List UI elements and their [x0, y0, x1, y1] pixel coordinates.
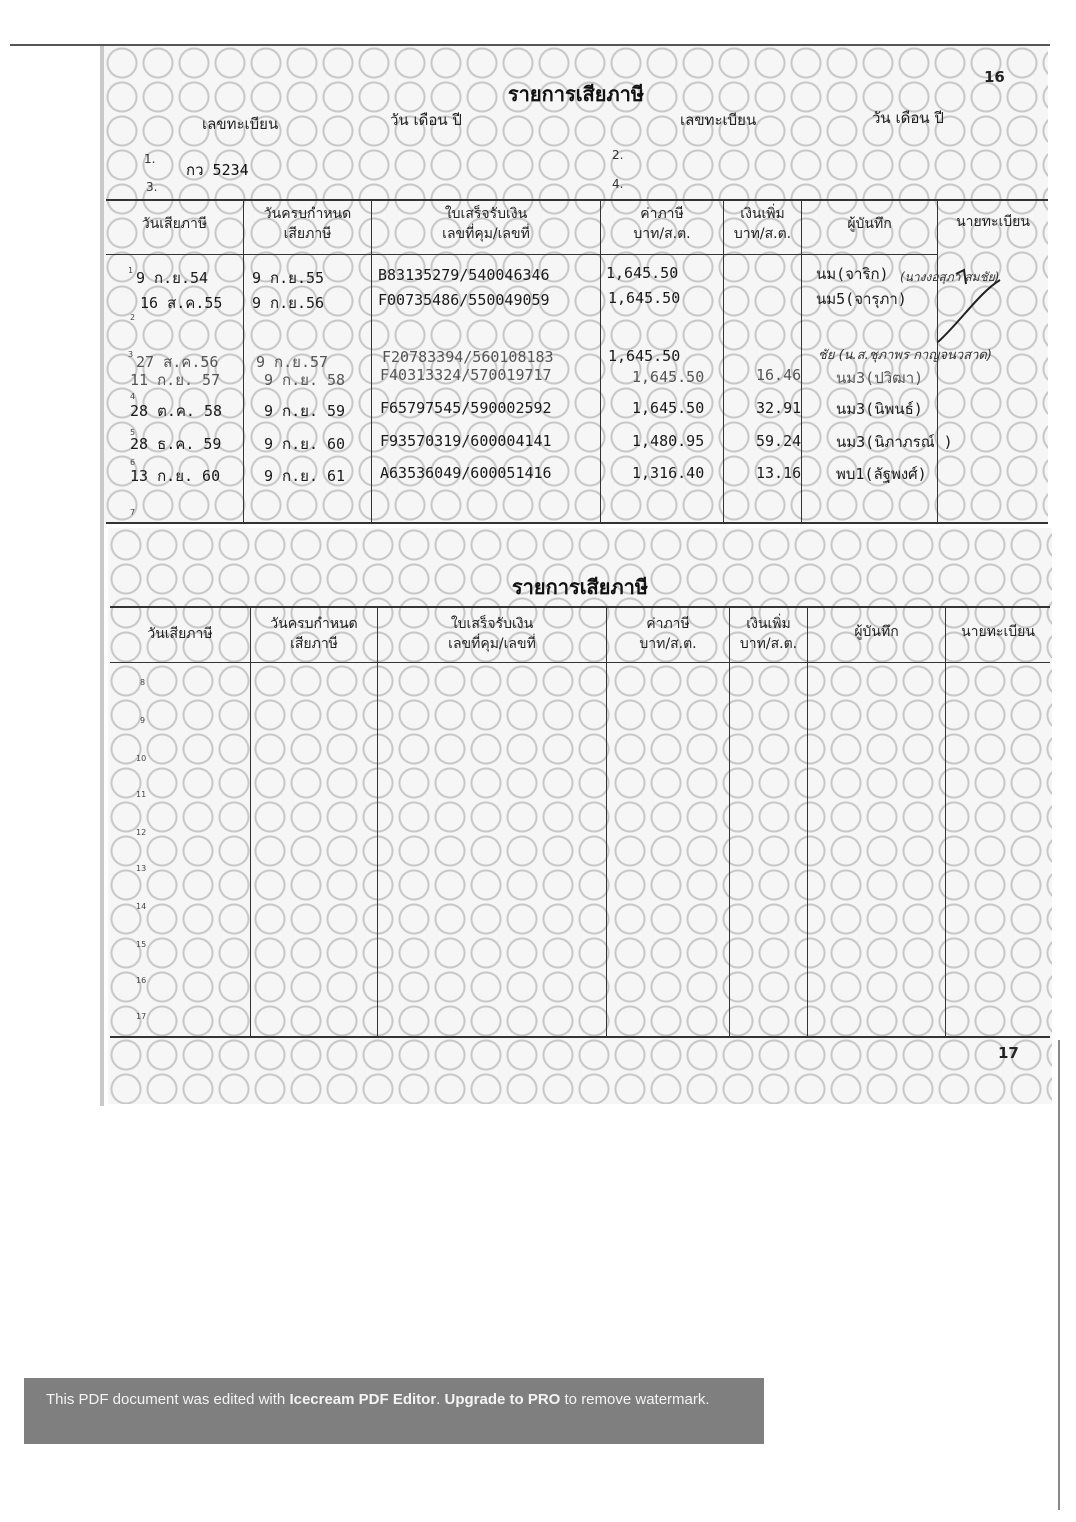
- cell-due-date: 9 ก.ย.57: [256, 353, 329, 371]
- cell-recorder: ชัย (น.ส.ชุภาพร กาญจนวสาด): [818, 348, 992, 363]
- table-rule: [110, 1036, 1050, 1038]
- watermark-text-part1: This PDF document was edited with: [46, 1391, 290, 1408]
- row-index: 17: [136, 1012, 147, 1021]
- cell-recorder: พบ1(ลัฐพงศ์): [836, 465, 927, 483]
- row-index: 7: [130, 508, 136, 517]
- cell-due-date: 9 ก.ย. 58: [264, 371, 346, 389]
- row-index: 5: [130, 428, 136, 437]
- cell-tax-date: 16 ส.ค.55: [140, 294, 223, 312]
- cell-tax-amount: 1,480.95: [632, 432, 705, 450]
- cell-tax-date: 27 ส.ค.56: [136, 353, 219, 371]
- column-divider: [723, 200, 724, 522]
- table-rule: [110, 606, 1050, 608]
- table-rule: [110, 662, 1050, 663]
- cell-due-date: 9 ก.ย.56: [252, 294, 325, 312]
- cell-surcharge: 59.24: [756, 432, 802, 450]
- row-index: 8: [140, 678, 146, 687]
- page-title-bottom: รายการเสียภาษี: [511, 575, 649, 599]
- cell-tax-amount: 1,645.50: [632, 399, 705, 417]
- cell-due-date: 9 ก.ย. 61: [264, 467, 346, 485]
- header-surcharge: [724, 204, 801, 244]
- header-receipt-line2: เลขที่คุม/เลขที่: [442, 226, 530, 242]
- row-index: 10: [136, 754, 147, 763]
- header-registrar: นายทะเบียน: [956, 214, 1030, 230]
- header-receipt-line1: ใบเสร็จรับเงิน: [444, 206, 528, 222]
- header-surcharge: [730, 614, 807, 654]
- cell-surcharge: 32.91: [756, 399, 802, 417]
- row-index: 16: [136, 976, 147, 985]
- cell-due-date: 9 ก.ย. 60: [264, 435, 346, 453]
- header-due-date-line2: เสียภาษี: [290, 636, 338, 652]
- table-rule: [106, 254, 938, 255]
- watermark-upgrade-link[interactable]: Upgrade to PRO: [444, 1391, 561, 1408]
- registration-date-label: วัน เดือน ปี: [390, 111, 462, 129]
- registration-plate-label: เลขทะเบียน: [202, 115, 279, 133]
- registration-plate-value: กว 5234: [186, 161, 249, 179]
- column-divider: [600, 200, 601, 522]
- page-title-top: รายการเสียภาษี: [507, 82, 645, 106]
- cell-receipt: F93570319/600004141: [380, 432, 552, 450]
- header-recorder: ผู้บันทึก: [854, 624, 899, 640]
- table-rule: [106, 199, 1048, 201]
- header-surcharge-line1: เงินเพิ่ม: [740, 206, 785, 222]
- cell-tax-amount: 1,645.50: [608, 289, 681, 307]
- row-index: 11: [136, 790, 147, 799]
- watermark-text-part2: .: [436, 1391, 445, 1408]
- row-index: 2: [130, 313, 136, 322]
- cell-recorder: นม3(นิภาภรณ์ ): [836, 433, 953, 451]
- page-number-17: 17: [998, 1044, 1019, 1062]
- row-index: 1: [128, 266, 134, 275]
- cell-tax-date: 11 ก.ย. 57: [130, 371, 221, 389]
- column-divider: [945, 607, 946, 1037]
- header-surcharge-line2: บาท/ส.ต.: [739, 636, 798, 652]
- cell-tax-date: 28 ต.ค. 58: [130, 402, 223, 420]
- header-due-date-line1: วันครบกำหนด: [270, 616, 358, 632]
- watermark-text-part3: to remove watermark.: [560, 1391, 710, 1408]
- header-tax-line2: บาท/ส.ต.: [633, 226, 691, 242]
- column-divider: [250, 607, 251, 1037]
- registration-slot-number: 4.: [612, 177, 624, 191]
- registration-slot-number: 1.: [144, 152, 156, 166]
- page-number-16: 16: [984, 68, 1005, 86]
- row-index: 14: [136, 902, 147, 911]
- table-rule: [106, 522, 1048, 524]
- watermark-brand[interactable]: Icecream PDF Editor: [289, 1391, 437, 1408]
- cell-due-date: 9 ก.ย. 59: [264, 402, 346, 420]
- row-index: 9: [140, 716, 146, 725]
- row-index: 3: [128, 350, 134, 359]
- handwritten-signature: (นางงอสุภา สมชัย): [900, 270, 1000, 284]
- registration-slot-number: 2.: [612, 148, 624, 162]
- cell-due-date: 9 ก.ย.55: [252, 269, 325, 287]
- cell-receipt: F65797545/590002592: [380, 399, 552, 417]
- column-divider: [807, 607, 808, 1037]
- header-tax-date: วันเสียภาษี: [147, 626, 213, 642]
- header-surcharge-line1: เงินเพิ่ม: [746, 616, 791, 632]
- cell-recorder: นม5(จารุภา): [816, 290, 907, 308]
- cell-receipt: F20783394/560108183: [382, 348, 554, 366]
- cell-surcharge: 13.16: [756, 464, 802, 482]
- scan-right-edge: [1058, 1040, 1060, 1510]
- header-receipt-line2: เลขที่คุม/เลขที่: [448, 636, 536, 652]
- editor-watermark-banner: [24, 1378, 764, 1444]
- cell-receipt: F40313324/570019717: [380, 366, 552, 384]
- cell-tax-amount: 1,645.50: [608, 347, 681, 365]
- header-receipt: [372, 204, 600, 244]
- cell-recorder: นม3(นิพนธ์): [836, 400, 923, 418]
- registration-plate-label: เลขทะเบียน: [680, 111, 757, 129]
- cell-tax-date: 9 ก.ย.54: [136, 269, 209, 287]
- registration-date-label: วัน เดือน ปี: [872, 109, 944, 127]
- cell-receipt: A63536049/600051416: [380, 464, 552, 482]
- row-index: 4: [130, 392, 136, 401]
- header-due-date-line1: วันครบกำหนด: [263, 206, 352, 222]
- header-surcharge-line2: บาท/ส.ต.: [733, 226, 792, 242]
- header-tax-line2: บาท/ส.ต.: [639, 636, 697, 652]
- cell-surcharge: 16.46: [756, 366, 802, 384]
- row-index: 12: [136, 828, 147, 837]
- header-receipt: [378, 614, 606, 654]
- column-divider: [377, 607, 378, 1037]
- cell-tax-amount: 1,316.40: [632, 464, 705, 482]
- row-index: 13: [136, 864, 147, 873]
- column-divider: [729, 607, 730, 1037]
- cell-recorder: นม3(ปวิฒา): [836, 369, 924, 387]
- row-index: 6: [130, 458, 136, 467]
- registration-slot-number: 3.: [146, 180, 158, 194]
- header-registrar: นายทะเบียน: [961, 624, 1035, 640]
- cell-recorder: นม(จาริก): [816, 265, 889, 283]
- header-tax-line1: ค่าภาษี: [640, 206, 684, 222]
- cell-receipt: F00735486/550049059: [378, 291, 550, 309]
- header-recorder: ผู้บันทึก: [847, 216, 892, 232]
- header-tax-amount: [607, 614, 729, 654]
- cell-tax-amount: 1,645.50: [606, 264, 679, 282]
- header-receipt-line1: ใบเสร็จรับเงิน: [450, 616, 534, 632]
- cell-receipt: B83135279/540046346: [378, 266, 550, 284]
- header-due-date: [251, 614, 377, 654]
- column-divider: [243, 200, 244, 522]
- header-due-date: [244, 204, 371, 244]
- header-tax-date: วันเสียภาษี: [141, 216, 208, 232]
- row-index: 15: [136, 940, 147, 949]
- cell-tax-date: 28 ธ.ค. 59: [130, 435, 222, 453]
- column-divider: [371, 200, 372, 522]
- cell-tax-amount: 1,645.50: [632, 368, 705, 386]
- column-divider: [606, 607, 607, 1037]
- cell-tax-date: 13 ก.ย. 60: [130, 467, 221, 485]
- header-tax-line1: ค่าภาษี: [646, 616, 690, 632]
- header-due-date-line2: เสียภาษี: [283, 226, 332, 242]
- header-tax-amount: [601, 204, 723, 244]
- signature-stroke-icon: [930, 262, 1048, 352]
